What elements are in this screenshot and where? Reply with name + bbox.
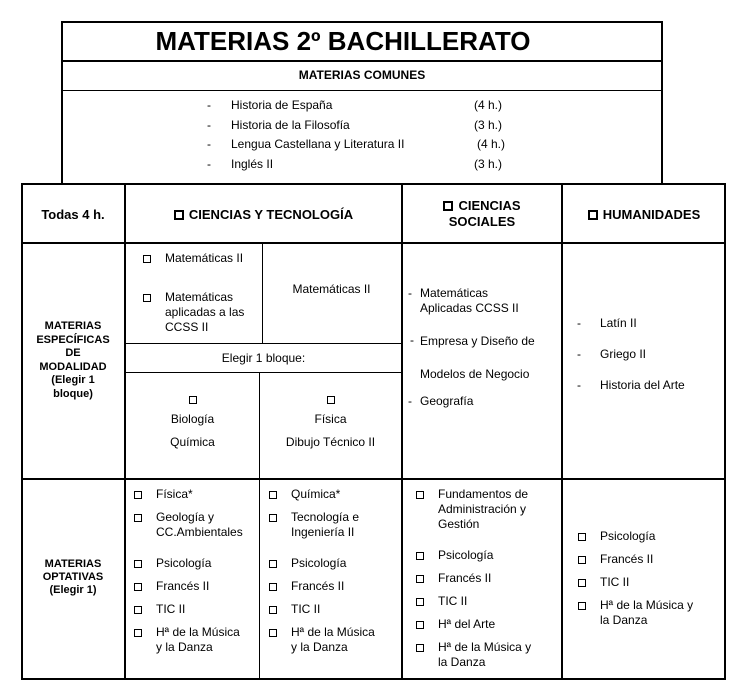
option-line: y la Danza: [291, 640, 348, 654]
header-humanidades-label: HUMANIDADES: [602, 207, 701, 222]
row-label-line: MATERIAS: [44, 320, 102, 332]
option-label: [438, 640, 531, 670]
option-line: Francés II: [291, 579, 345, 593]
checkbox-icon[interactable]: [327, 396, 335, 404]
option-line: Francés II: [600, 552, 654, 566]
checkbox-icon[interactable]: [416, 621, 424, 629]
header-sociales-label: SOCIALES: [448, 214, 516, 229]
row-label-line: (Elegir 1): [49, 584, 97, 596]
option-line: Francés II: [438, 571, 492, 585]
checkbox-icon[interactable]: [416, 644, 424, 652]
checkbox-icon[interactable]: [134, 491, 142, 499]
option-label: [600, 575, 629, 590]
sociales-item: [420, 326, 535, 389]
humanidades-item: Historia del Arte: [600, 378, 685, 392]
row-label-line: DE: [65, 347, 81, 360]
checkbox-icon: [443, 201, 453, 211]
option-label: [291, 510, 359, 540]
option-line: Psicología: [438, 548, 494, 562]
bloque-checkbox[interactable]: [126, 393, 259, 408]
checkbox-icon[interactable]: [134, 606, 142, 614]
option-label: [165, 290, 244, 335]
bloque-checkbox[interactable]: [260, 393, 401, 408]
option-label: [600, 598, 693, 628]
comunes-dash: -: [207, 157, 211, 171]
row-divider: [22, 478, 725, 480]
checkbox-icon[interactable]: [134, 629, 142, 637]
option-line: Psicología: [156, 556, 212, 570]
option-label: [156, 556, 211, 571]
comunes-hours: (3 h.): [474, 157, 503, 171]
option-line: Gestión: [438, 517, 480, 531]
comunes-dash: -: [207, 98, 211, 112]
option-line: y la Danza: [156, 640, 213, 654]
sociales-item-line: Aplicadas CCSS II: [420, 301, 519, 315]
option-label: [438, 594, 467, 609]
checkbox-icon[interactable]: [189, 396, 197, 404]
comunes-hours: (4 h.): [474, 98, 503, 112]
option-label: Matemáticas II: [165, 251, 244, 265]
sociales-dash: -: [408, 286, 412, 300]
comunes-subject: Lengua Castellana y Literatura II: [231, 137, 405, 151]
checkbox-icon[interactable]: [269, 560, 277, 568]
comunes-divider: [62, 90, 662, 91]
header-ciencias: [126, 207, 401, 222]
checkbox-icon[interactable]: [143, 294, 151, 302]
checkbox-icon[interactable]: [269, 583, 277, 591]
option-label: [600, 529, 655, 544]
checkbox-icon[interactable]: [578, 533, 586, 541]
comunes-subject: Inglés II: [231, 157, 274, 171]
option-line: Hª de la Música y: [600, 598, 694, 612]
option-line: aplicadas a las: [165, 305, 245, 319]
comunes-header: MATERIAS COMUNES: [298, 68, 426, 82]
option-line: la Danza: [600, 613, 648, 627]
checkbox-icon[interactable]: [143, 255, 151, 263]
checkbox-icon[interactable]: [578, 579, 586, 587]
option-line: TIC II: [600, 575, 630, 589]
option-label: [156, 625, 240, 655]
row-label-line: OPTATIVAS: [42, 571, 104, 583]
option-line: Tecnología e: [291, 510, 360, 524]
option-line: TIC II: [291, 602, 321, 616]
row-label-line: MODALIDAD: [39, 360, 107, 373]
comunes-hours: (3 h.): [474, 118, 503, 132]
row-label-optativas: [22, 558, 124, 597]
elegir-bloque-label: Elegir 1 bloque:: [221, 351, 306, 365]
option-label: [438, 487, 528, 532]
checkbox-icon[interactable]: [416, 552, 424, 560]
header-sociales-label: CIENCIAS: [458, 198, 521, 213]
col-divider: [401, 184, 403, 679]
humanidades-item: Griego II: [600, 347, 647, 361]
sociales-dash: -: [410, 333, 414, 347]
row-label-line: MATERIAS: [44, 558, 102, 570]
row-label-line: (Elegir 1: [51, 374, 95, 387]
bloque-line: Dibujo Técnico II: [285, 435, 376, 449]
comunes-hours: (4 h.): [477, 137, 506, 151]
checkbox-icon[interactable]: [134, 514, 142, 522]
ciencias-inner-divider: [126, 372, 401, 373]
humanidades-dash: -: [577, 378, 581, 392]
header-ciencias-label: CIENCIAS Y TECNOLOGÍA: [188, 207, 354, 222]
option-line: Física*: [156, 487, 193, 501]
option-label: [291, 602, 320, 617]
sociales-dash: -: [408, 394, 412, 408]
humanidades-item: Latín II: [600, 316, 637, 330]
bloque-fisica-dibujo[interactable]: [260, 393, 401, 454]
page-title: MATERIAS 2º BACHILLERATO: [155, 26, 531, 56]
ciencias-inner-divider: [126, 343, 401, 344]
option-label: [291, 487, 340, 502]
bloque-line: Biología: [170, 412, 215, 426]
option-label: [438, 617, 495, 632]
header-sociales: [403, 198, 561, 230]
option-line: Psicología: [291, 556, 347, 570]
checkbox-icon[interactable]: [416, 491, 424, 499]
bloque-biologia-quimica[interactable]: [126, 393, 259, 454]
option-line: Hª de la Música: [156, 625, 240, 639]
checkbox-icon[interactable]: [269, 629, 277, 637]
checkbox-icon[interactable]: [578, 602, 586, 610]
option-line: Ingeniería II: [291, 525, 355, 539]
ciencias-right-option: Matemáticas II: [292, 282, 371, 296]
header-humanidades: [563, 207, 725, 222]
comunes-subject: Historia de la Filosofía: [231, 118, 350, 132]
option-label: [291, 579, 344, 594]
row-label-line: ESPECÍFICAS: [36, 333, 110, 346]
option-line: CCSS II: [165, 320, 209, 334]
row-label-line: bloque): [53, 387, 93, 400]
option-line: Química*: [291, 487, 341, 501]
checkbox-icon[interactable]: [134, 583, 142, 591]
row-divider: [22, 242, 725, 244]
option-label: [438, 548, 493, 563]
option-label: [156, 579, 209, 594]
option-line: TIC II: [438, 594, 468, 608]
sociales-item-line: Empresa y Diseño de: [420, 334, 535, 348]
option-line: Hª del Arte: [438, 617, 496, 631]
humanidades-dash: -: [577, 347, 581, 361]
option-label: [600, 552, 653, 567]
checkbox-icon[interactable]: [416, 575, 424, 583]
option-label: [438, 571, 491, 586]
header-sociales-line: [403, 198, 561, 214]
sociales-item-line: Modelos de Negocio: [420, 367, 530, 381]
checkbox-icon: [174, 210, 184, 220]
option-label: [156, 487, 193, 502]
option-line: Geología y: [156, 510, 215, 524]
option-line: Francés II: [156, 579, 210, 593]
comunes-subject: Historia de España: [231, 98, 333, 112]
sociales-item-line: Matemáticas: [420, 286, 489, 300]
option-label: [156, 602, 185, 617]
option-line: Hª de la Música: [291, 625, 375, 639]
option-line: CC.Ambientales: [156, 525, 243, 539]
row-label-modalidad: [22, 320, 124, 402]
checkbox-icon[interactable]: [269, 606, 277, 614]
option-line: TIC II: [156, 602, 186, 616]
option-line: Psicología: [600, 529, 656, 543]
bloque-line: Química: [170, 435, 215, 449]
comunes-dash: -: [207, 118, 211, 132]
header-corner: Todas 4 h.: [41, 207, 105, 222]
option-line: Hª de la Música y: [438, 640, 532, 654]
option-label: [156, 510, 243, 540]
checkbox-icon: [588, 210, 598, 220]
sociales-item: Geografía: [420, 394, 474, 408]
bloque-line: Física: [314, 412, 347, 426]
option-line: la Danza: [438, 655, 486, 669]
option-line: Fundamentos de: [438, 487, 529, 501]
sociales-item: [420, 286, 519, 316]
checkbox-icon[interactable]: [134, 560, 142, 568]
checkbox-icon[interactable]: [416, 598, 424, 606]
option-line: Administración y: [438, 502, 527, 516]
col-divider: [561, 184, 563, 679]
option-label: [291, 556, 346, 571]
option-line: Matemáticas: [165, 290, 234, 304]
option-label: [291, 625, 375, 655]
checkbox-icon[interactable]: [578, 556, 586, 564]
checkbox-icon[interactable]: [269, 514, 277, 522]
comunes-dash: -: [207, 137, 211, 151]
checkbox-icon[interactable]: [269, 491, 277, 499]
humanidades-dash: -: [577, 316, 581, 330]
